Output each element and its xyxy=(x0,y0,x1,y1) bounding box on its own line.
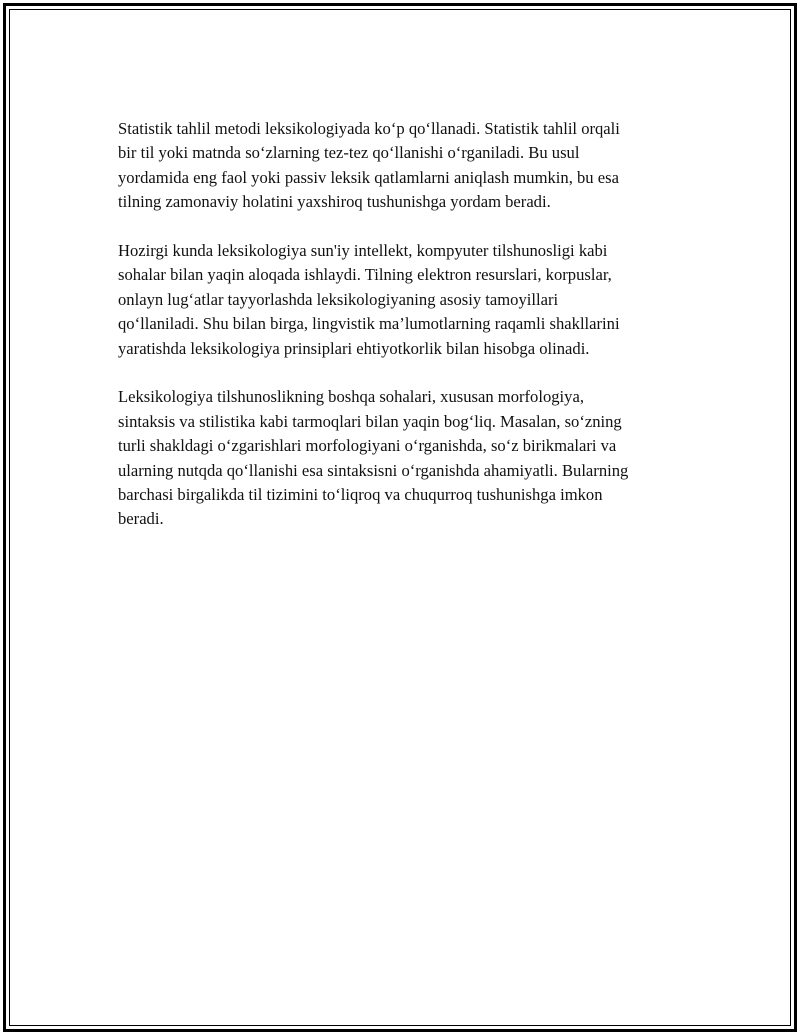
paragraph-modern-lexicology: Hozirgi kunda leksikologiya sun'iy intellekt, kompyuter tilshunosligi kabi sohalar bilan yaqin aloqada ishlaydi. Tilning elektron resurslari, korpuslar, onlayn lug‘atlar tayyorlashda leksikologiyaning asosiy tamoyillari qo‘llaniladi. Shu bilan birga, lingvistik ma’lumotlarning raqamli shakllarini yaratishda leksikologiya prinsiplari ehtiyotkorlik bilan hisobga olinadi. xyxy=(118,241,620,358)
paragraph-statistical-analysis: Statistik tahlil metodi leksikologiyada ko‘p qo‘llanadi. Statistik tahlil orqali bir til yoki matnda so‘zlarning tez-tez qo‘llanishi o‘rganiladi. Bu usul yordamida eng faol yoki passiv leksik qatlamlarni aniqlash mumkin, bu esa tilning zamonaviy holatini yaxshiroq tushunishga yordam beradi. xyxy=(118,119,620,212)
document-body xyxy=(118,117,688,556)
paragraph-related-fields: Leksikologiya tilshunoslikning boshqa sohalari, xususan morfologiya, sintaksis va stilistika kabi tarmoqlari bilan yaqin bog‘liq. Masalan, so‘zning turli shakldagi o‘zgarishlari morfologiyani o‘rganishda, so‘z birikmalari va ularning nutqda qo‘llanishi esa sintaksisni o‘rganishda ahamiyatli. Bularning barchasi birgalikda til tizimini to‘liqroq va chuqurroq tushunishga imkon beradi. xyxy=(118,387,629,529)
